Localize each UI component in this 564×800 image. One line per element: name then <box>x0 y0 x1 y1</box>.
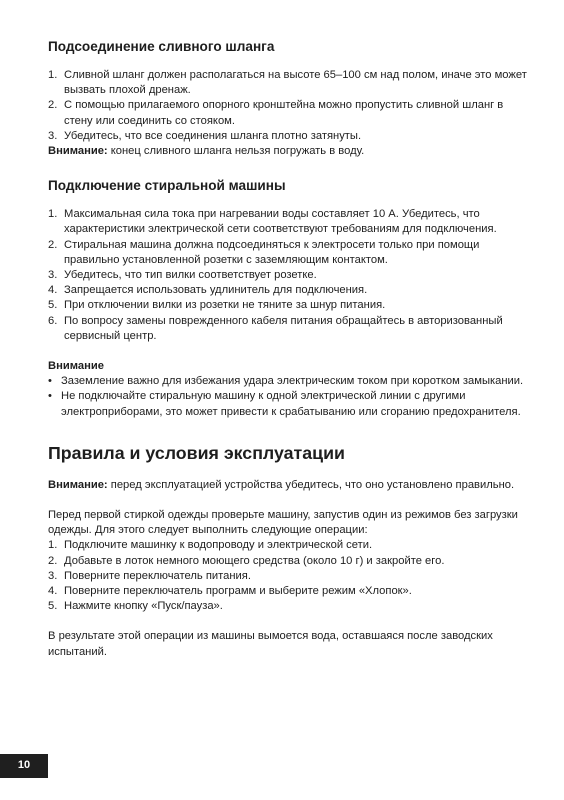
list-item: 2. Стиральная машина должна подсоединяться к электросети только при помощи правильно установленной розетки с заземляющим контактом. <box>48 238 480 266</box>
bullet-item: • Заземление важно для избежания удара электрическим током при коротком замыкании. <box>48 374 528 389</box>
list-item: 3. Убедитесь, что все соединения шланга плотно затянуты. <box>48 129 362 142</box>
list-item: 1. Подключите машинку к водопроводу и электрической сети. <box>48 539 373 552</box>
warning-text: конец сливного шланга нельзя погружать в воду. <box>107 145 365 158</box>
list-item: 6. По вопросу замены поврежденного кабеля питания обращайтесь в авторизованный сервисный центр. <box>48 314 503 342</box>
warning-label: Внимание: <box>48 145 108 158</box>
list-item: 5. При отключении вилки из розетки не тяните за шнур питания. <box>48 299 386 312</box>
drain-warning <box>48 144 528 159</box>
list-item: 1. Максимальная сила тока при нагревании воды составляет 10 А. Убедитесь, что характеристики электрической сети соответствуют требованиям для подключения. <box>48 208 497 236</box>
list-item: 2. С помощью прилагаемого опорного кронштейна можно пропустить сливной шланг в стену или соединить со стояком. <box>48 99 504 127</box>
connect-list <box>48 207 528 344</box>
drain-heading: Подсоединение сливного шланга <box>48 39 275 54</box>
page-number: 10 <box>0 754 48 778</box>
warning-label: Внимание: <box>48 478 108 491</box>
list-item: 1. Сливной шланг должен располагаться на высоте 65–100 см над полом, иначе это может вызвать плохой дренаж. <box>48 69 527 97</box>
drain-list <box>48 68 528 144</box>
document-page <box>48 38 528 660</box>
list-item: 5. Нажмите кнопку «Пуск/пауза». <box>48 600 223 613</box>
bullet-item: • Не подключайте стиральную машину к одной электрической линии с другими электроприборами, это может привести к срабатыванию или сгоранию предохранителя. <box>48 389 528 419</box>
list-item: 2. Добавьте в лоток немного моющего средства (около 10 г) и закройте его. <box>48 554 445 567</box>
rules-warning <box>48 478 528 493</box>
list-item: 3. Поверните переключатель питания. <box>48 569 251 582</box>
rules-steps <box>48 538 528 614</box>
rules-result: В результате этой операции из машины вымоется вода, оставшаяся после заводских испытаний. <box>48 630 493 658</box>
list-item: 3. Убедитесь, что тип вилки соответствует розетке. <box>48 269 317 282</box>
attention-list <box>48 374 528 420</box>
list-item: 4. Запрещается использовать удлинитель для подключения. <box>48 284 368 297</box>
connect-heading: Подключение стиральной машины <box>48 178 286 194</box>
rules-heading: Правила и условия эксплуатации <box>48 442 345 463</box>
list-item: 4. Поверните переключатель программ и выберите режим «Хлопок». <box>48 585 412 598</box>
attention-heading: Внимание <box>48 360 104 373</box>
rules-intro: Перед первой стиркой одежды проверьте машину, запустив один из режимов без загрузки одежды. Для этого следует выполнить следующие операции: <box>48 509 518 537</box>
warning-text: перед эксплуатацией устройства убедитесь, что оно установлено правильно. <box>107 478 515 491</box>
